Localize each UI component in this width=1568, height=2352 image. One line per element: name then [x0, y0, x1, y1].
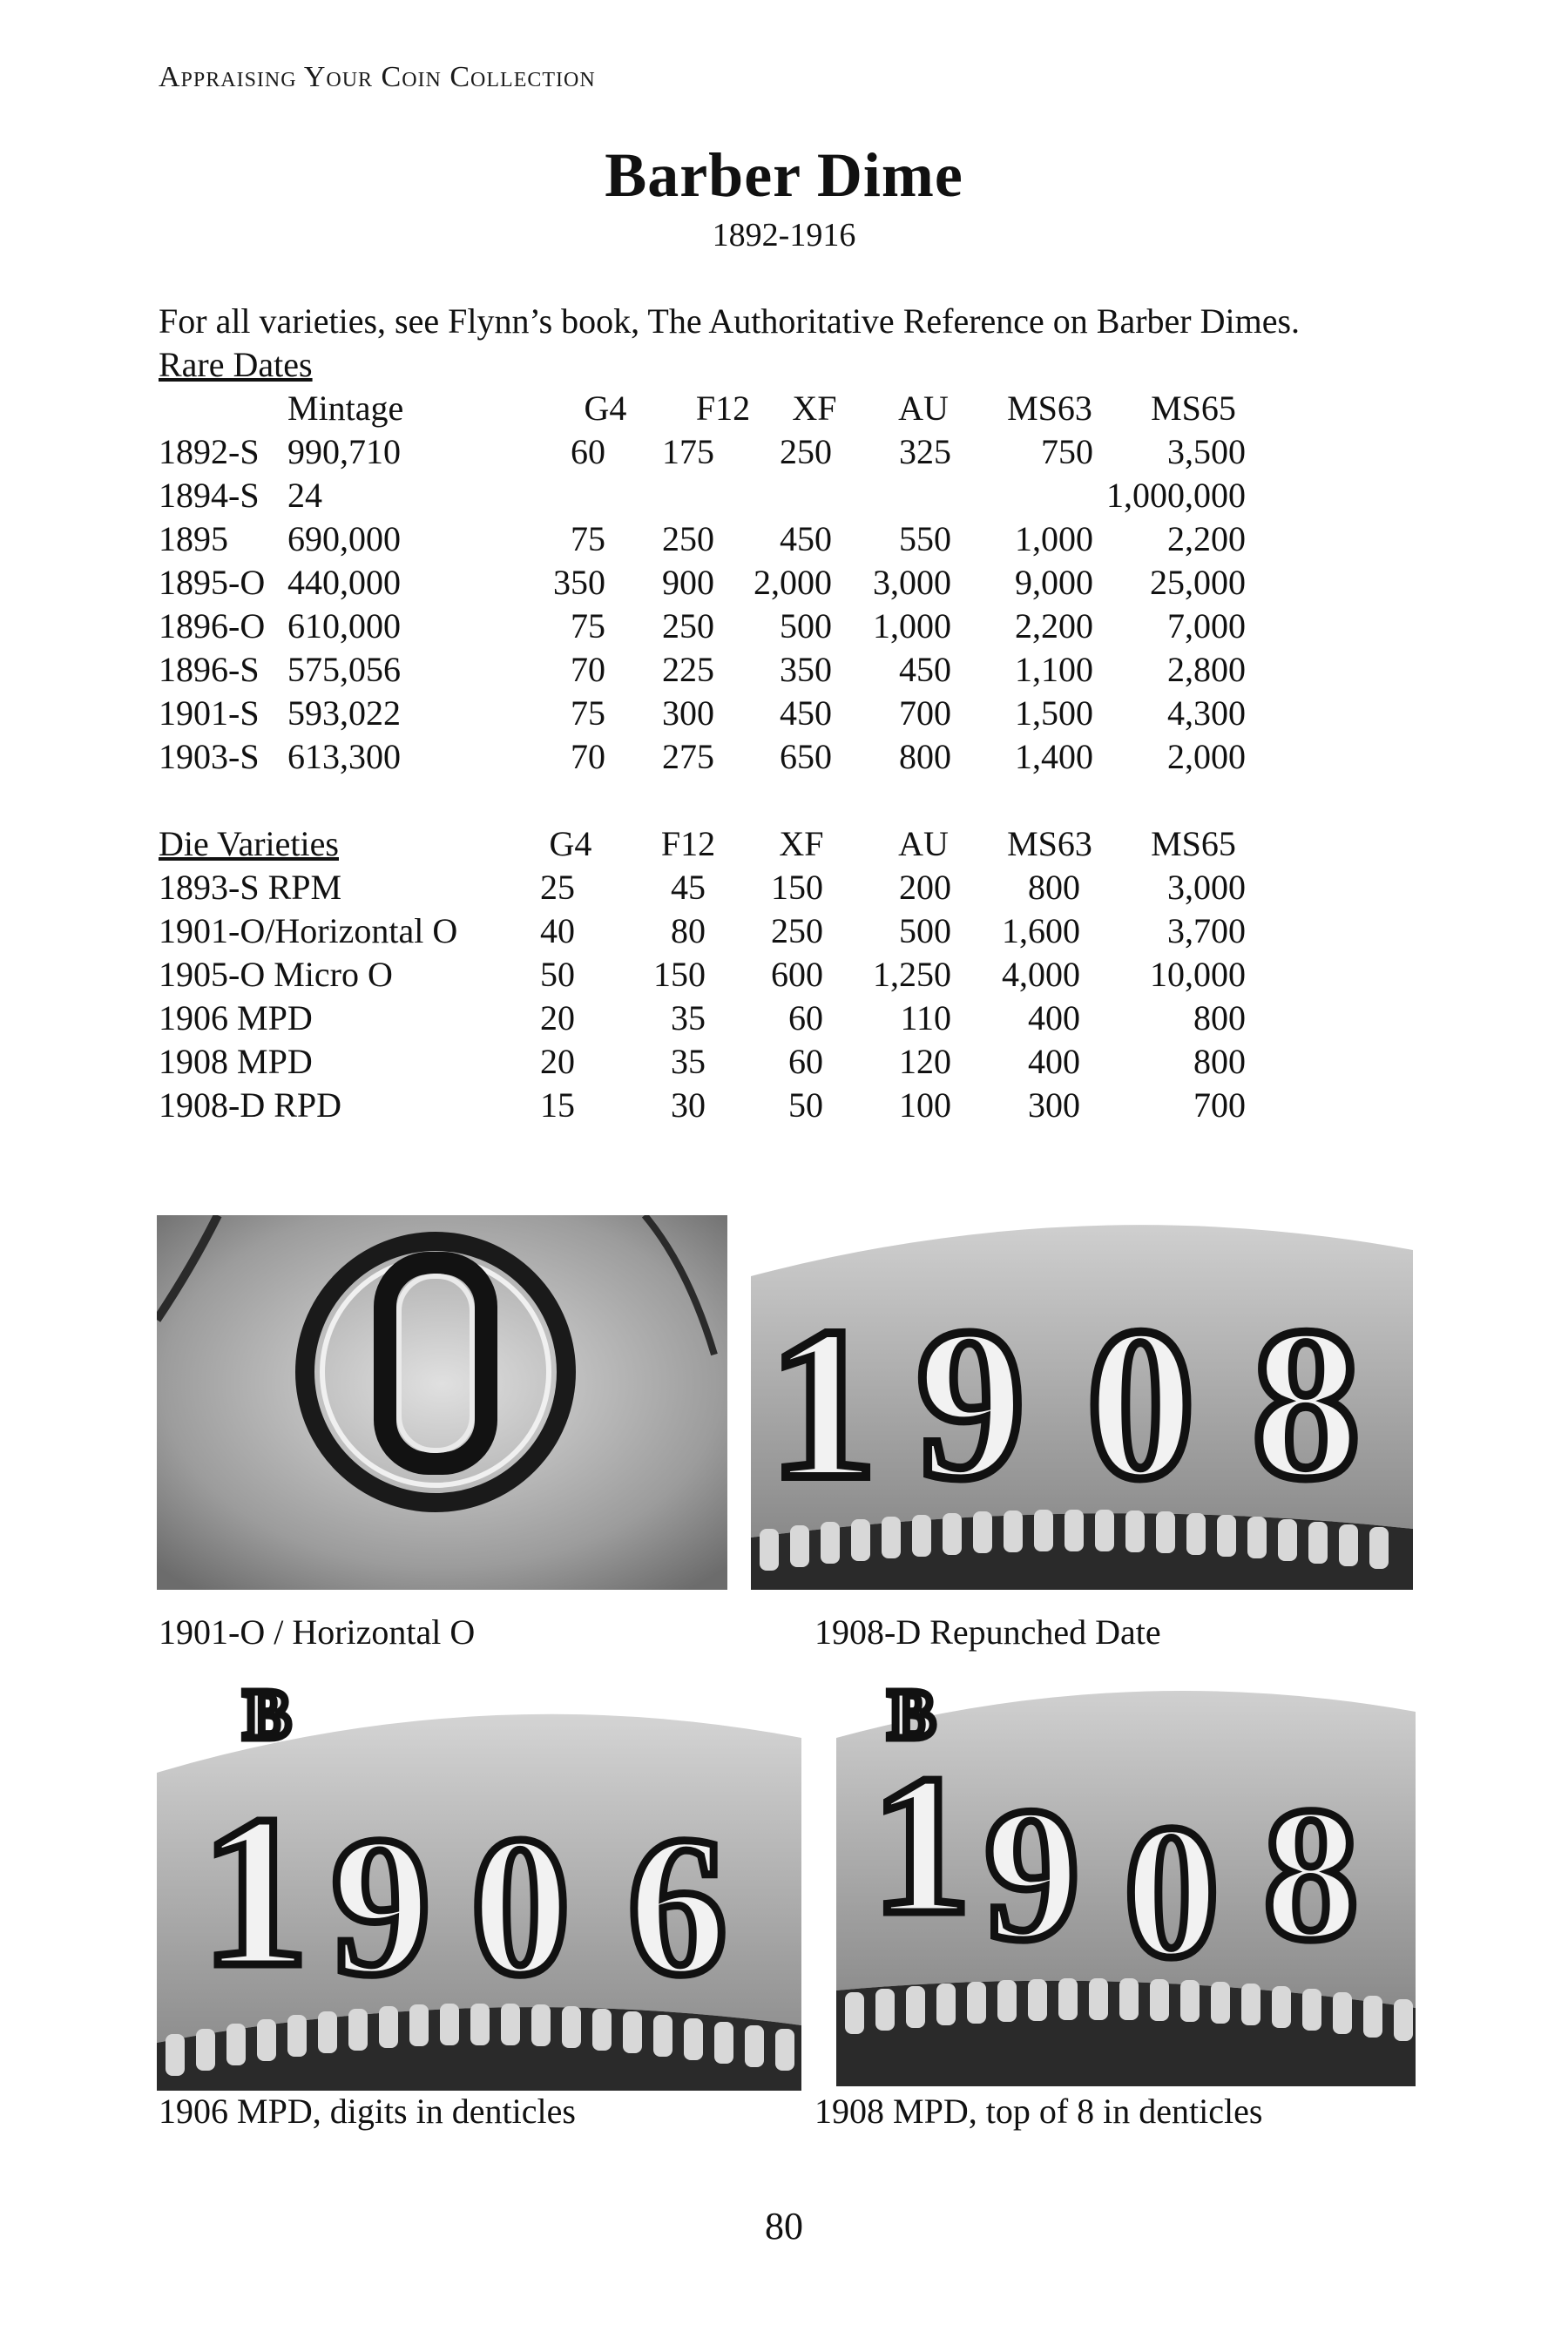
g4-cell: 20: [540, 998, 575, 1037]
svg-text:9: 9: [984, 1767, 1080, 1980]
running-head: Appraising Your Coin Collection: [159, 61, 596, 93]
die-variety-row: [0, 1085, 1568, 1128]
au-cell: 1,250: [873, 955, 951, 994]
f12-cell: 80: [671, 911, 706, 950]
column-header: MS63: [1007, 389, 1092, 428]
ms63-cell: 300: [1028, 1085, 1080, 1125]
column-header: MS63: [1007, 824, 1092, 863]
variety-cell: 1893-S RPM: [159, 868, 342, 907]
date-cell: 1896-S: [159, 650, 260, 689]
rare-date-row: [0, 649, 1568, 693]
die-variety-row: [0, 1041, 1568, 1085]
date-cell: 1895: [159, 519, 228, 558]
die-variety-row: [0, 954, 1568, 997]
rare-date-row: [0, 693, 1568, 736]
coin-closeup-1908d-image: [751, 1215, 1413, 1590]
f12-cell: 150: [653, 955, 706, 994]
ms65-cell: 10,000: [1150, 955, 1246, 994]
rare-date-row: [0, 605, 1568, 649]
variety-cell: 1906 MPD: [159, 998, 313, 1037]
ms65-cell: 2,800: [1167, 650, 1246, 689]
variety-cell: 1901-O/Horizontal O: [159, 911, 458, 950]
xf-cell: 500: [780, 606, 832, 645]
column-header: MS65: [1151, 824, 1236, 863]
column-header: F12: [660, 824, 716, 863]
au-cell: 325: [899, 432, 951, 471]
date-cell: 1895-O: [159, 563, 266, 602]
g4-cell: 75: [571, 693, 605, 733]
g4-cell: 60: [571, 432, 605, 471]
date-cell: 1901-S: [159, 693, 260, 733]
column-header: AU: [898, 824, 949, 863]
coin-closeup-o-image: [157, 1215, 727, 1590]
ms65-cell: 800: [1193, 998, 1246, 1037]
photo-horizontal-o: [157, 1215, 727, 1590]
column-header: G4: [584, 389, 627, 428]
coin-closeup-1908-image: [836, 1677, 1416, 2086]
au-cell: 450: [899, 650, 951, 689]
die-variety-row: [0, 867, 1568, 910]
mintage-cell: 24: [287, 476, 322, 515]
ms65-cell: 3,700: [1167, 911, 1246, 950]
column-header: G4: [549, 824, 592, 863]
rare-dates-header-row: [0, 388, 1568, 431]
mintage-cell: 575,056: [287, 650, 401, 689]
au-cell: 700: [899, 693, 951, 733]
g4-cell: 75: [571, 519, 605, 558]
xf-cell: 60: [788, 1042, 823, 1081]
rare-date-row: [0, 562, 1568, 605]
die-varieties-header-row: [0, 823, 1568, 867]
photo-caption-1: 1901-O / Horizontal O: [159, 1612, 476, 1652]
xf-cell: 2,000: [754, 563, 832, 602]
ms65-cell: 7,000: [1167, 606, 1246, 645]
column-header: Mintage: [287, 389, 404, 428]
ms65-cell: 3,500: [1167, 432, 1246, 471]
rare-date-row: [0, 431, 1568, 475]
ms63-cell: 1,400: [1015, 737, 1093, 776]
rare-date-row: [0, 518, 1568, 562]
svg-text:8: 8: [1252, 1283, 1361, 1524]
svg-text:9: 9: [916, 1283, 1025, 1524]
xf-cell: 450: [780, 519, 832, 558]
g4-cell: 25: [540, 868, 575, 907]
g4-cell: 75: [571, 606, 605, 645]
svg-text:6: 6: [627, 1794, 727, 2017]
die-variety-row: [0, 997, 1568, 1041]
digit-text: 1: [768, 1283, 877, 1524]
date-cell: 1903-S: [159, 737, 260, 776]
f12-cell: 250: [662, 519, 714, 558]
g4-cell: 20: [540, 1042, 575, 1081]
g4-cell: 15: [540, 1085, 575, 1125]
ms63-cell: 2,200: [1015, 606, 1093, 645]
au-cell: 200: [899, 868, 951, 907]
au-cell: 3,000: [873, 563, 951, 602]
f12-cell: 300: [662, 693, 714, 733]
page-number: 80: [765, 2205, 803, 2247]
au-cell: 550: [899, 519, 951, 558]
ms63-cell: 750: [1041, 432, 1093, 471]
f12-cell: 175: [662, 432, 714, 471]
column-header: XF: [792, 389, 837, 428]
xf-cell: 350: [780, 650, 832, 689]
au-cell: 120: [899, 1042, 951, 1081]
xf-cell: 60: [788, 998, 823, 1037]
ms63-cell: 1,100: [1015, 650, 1093, 689]
svg-text:B: B: [889, 1677, 936, 1754]
photo-caption-2: 1908-D Repunched Date: [814, 1612, 1161, 1652]
photo-1908-mpd: [836, 1677, 1416, 2086]
f12-cell: 45: [671, 868, 706, 907]
column-header: XF: [779, 824, 824, 863]
xf-cell: 650: [780, 737, 832, 776]
f12-cell: 35: [671, 1042, 706, 1081]
ms65-cell: 700: [1193, 1085, 1246, 1125]
ms63-cell: 400: [1028, 1042, 1080, 1081]
g4-cell: 70: [571, 650, 605, 689]
au-cell: 1,000: [873, 606, 951, 645]
xf-cell: 250: [780, 432, 832, 471]
g4-cell: 350: [553, 563, 605, 602]
f12-cell: 250: [662, 606, 714, 645]
die-varieties-label: Die Varieties: [159, 824, 339, 863]
ms63-cell: 4,000: [1002, 955, 1080, 994]
date-cell: 1892-S: [159, 432, 260, 471]
svg-text:8: 8: [1263, 1767, 1359, 1980]
ms63-cell: 1,000: [1015, 519, 1093, 558]
photo-caption-4: 1908 MPD, top of 8 in denticles: [814, 2092, 1263, 2131]
mintage-cell: 613,300: [287, 737, 401, 776]
au-cell: 800: [899, 737, 951, 776]
intro-text: For all varieties, see Flynn’s book, The Authoritative Reference on Barber Dimes.: [159, 301, 1301, 341]
mintage-cell: 610,000: [287, 606, 401, 645]
svg-text:0: 0: [470, 1794, 571, 2017]
ms63-cell: 9,000: [1015, 563, 1093, 602]
f12-cell: 35: [671, 998, 706, 1037]
ms63-cell: 1,500: [1015, 693, 1093, 733]
svg-text:9: 9: [331, 1794, 431, 2017]
au-cell: 500: [899, 911, 951, 950]
coin-closeup-1906-image: [157, 1677, 801, 2091]
ms65-cell: 4,300: [1167, 693, 1246, 733]
ms65-cell: 25,000: [1150, 563, 1246, 602]
g4-cell: 50: [540, 955, 575, 994]
xf-cell: 150: [771, 868, 823, 907]
date-cell: 1894-S: [159, 476, 260, 515]
au-cell: 100: [899, 1085, 951, 1125]
mintage-cell: 990,710: [287, 432, 401, 471]
page-title: Barber Dime: [605, 140, 963, 210]
variety-cell: 1908-D RPD: [159, 1085, 342, 1125]
rare-date-row: [0, 736, 1568, 780]
svg-text:B: B: [244, 1677, 291, 1754]
column-header: AU: [898, 389, 949, 428]
ms63-cell: 400: [1028, 998, 1080, 1037]
svg-text:0: 0: [1086, 1283, 1195, 1524]
f12-cell: 30: [671, 1085, 706, 1125]
ms63-cell: 1,600: [1002, 911, 1080, 950]
date-cell: 1896-O: [159, 606, 266, 645]
svg-text:1: 1: [200, 1771, 309, 2012]
column-header: F12: [695, 389, 751, 428]
date-range: 1892-1916: [712, 217, 856, 253]
f12-cell: 275: [662, 737, 714, 776]
g4-cell: 40: [540, 911, 575, 950]
ms65-cell: 2,000: [1167, 737, 1246, 776]
f12-cell: 225: [662, 650, 714, 689]
g4-cell: 70: [571, 737, 605, 776]
xf-cell: 50: [788, 1085, 823, 1125]
ms65-cell: 1,000,000: [1106, 476, 1246, 515]
xf-cell: 250: [771, 911, 823, 950]
au-cell: 110: [900, 998, 951, 1037]
rare-dates-label: Rare Dates: [159, 345, 313, 384]
svg-text:0: 0: [1124, 1785, 1220, 1997]
mintage-cell: 690,000: [287, 519, 401, 558]
variety-cell: 1905-O Micro O: [159, 955, 393, 994]
ms65-cell: 2,200: [1167, 519, 1246, 558]
photo-caption-3: 1906 MPD, digits in denticles: [159, 2092, 576, 2131]
rare-date-row: [0, 475, 1568, 518]
svg-text:1: 1: [871, 1734, 971, 1956]
ms63-cell: 800: [1028, 868, 1080, 907]
photo-1906-mpd: [157, 1677, 801, 2091]
die-variety-row: [0, 910, 1568, 954]
photo-1908d-repunched: [751, 1215, 1413, 1590]
xf-cell: 450: [780, 693, 832, 733]
mintage-cell: 593,022: [287, 693, 401, 733]
xf-cell: 600: [771, 955, 823, 994]
ms65-cell: 3,000: [1167, 868, 1246, 907]
column-header: MS65: [1151, 389, 1236, 428]
variety-cell: 1908 MPD: [159, 1042, 313, 1081]
mintage-cell: 440,000: [287, 563, 401, 602]
ms65-cell: 800: [1193, 1042, 1246, 1081]
f12-cell: 900: [662, 563, 714, 602]
